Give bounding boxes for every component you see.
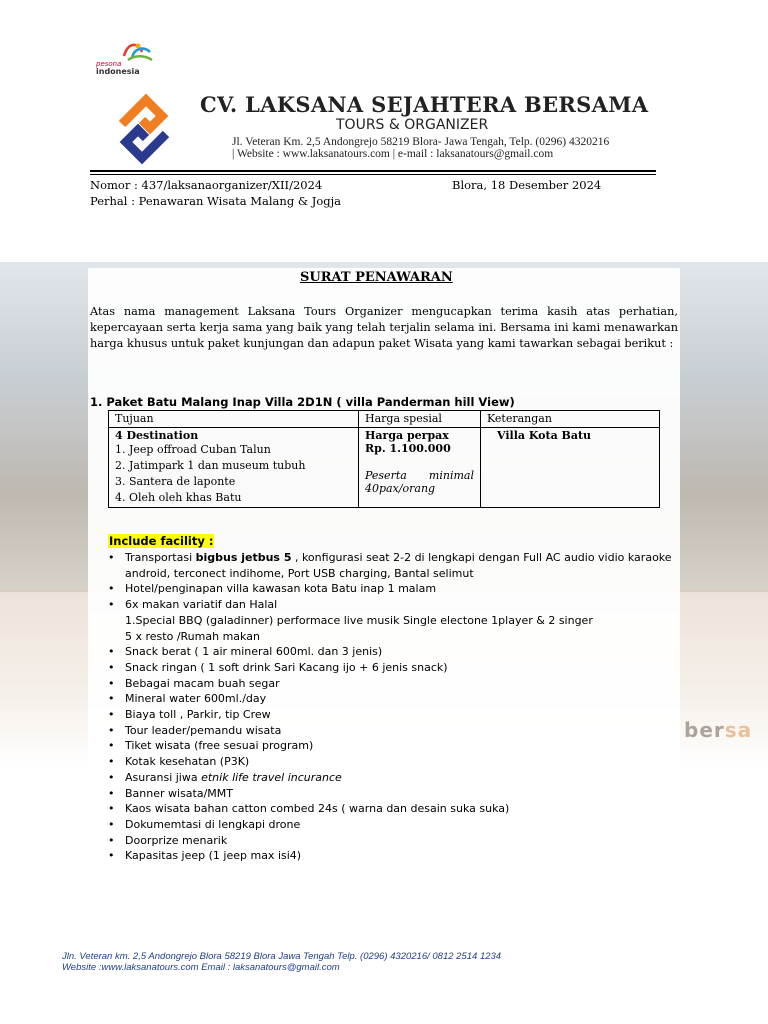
list-item: • Tour leader/pemandu wisata <box>108 723 282 737</box>
include-title: Include facility : <box>109 534 214 548</box>
bullet-icon: • <box>108 723 115 737</box>
bullet-icon: • <box>108 817 115 831</box>
price-cell <box>359 428 481 508</box>
header-rule-thin <box>90 174 656 175</box>
header-rule <box>90 170 656 172</box>
letter-title: SURAT PENAWARAN <box>300 270 453 285</box>
col-tujuan: Tujuan <box>109 411 359 428</box>
destination-list <box>115 442 352 506</box>
package-title: 1. Paket Batu Malang Inap Villa 2D1N ( villa Panderman hill View) <box>90 395 515 409</box>
laksana-logo-icon <box>108 90 184 170</box>
bullet-icon: • <box>108 676 115 690</box>
bullet-icon: • <box>108 598 115 612</box>
letter-subject: Perhal : Penawaran Wisata Malang & Jogja <box>90 194 342 208</box>
list-item: • Hotel/penginapan villa kawasan kota Batu inap 1 malam <box>108 582 437 596</box>
bullet-icon: • <box>108 770 115 784</box>
facility-list <box>108 550 683 864</box>
bullet-icon: • <box>108 660 115 674</box>
letter-date: Blora, 18 Desember 2024 <box>452 178 602 192</box>
company-subtitle: TOURS & ORGANIZER <box>336 117 489 133</box>
letter-number: Nomor : 437/laksanaorganizer/XII/2024 <box>90 178 323 192</box>
company-web: | Website : www.laksanatours.com | e-mail : laksanatours@gmail.com <box>232 148 554 160</box>
pesona-swirl-icon <box>118 40 158 62</box>
list-item: 3. Santera de laponte <box>115 475 236 488</box>
bullet-icon: • <box>108 786 115 800</box>
list-item: • Biaya toll , Parkir, tip Crew <box>108 708 271 722</box>
pesona-indonesia-logo <box>96 40 156 76</box>
footer-web: Website :www.laksanatours.com Email : laksanatours@gmail.com <box>62 962 340 973</box>
list-item: 2. Jatimpark 1 dan museum tubuh <box>115 459 306 472</box>
indonesia-text: indonesia <box>96 67 140 76</box>
bullet-icon: • <box>108 692 115 706</box>
bullet-icon: • <box>108 645 115 659</box>
table-row <box>109 428 660 508</box>
list-item: • Snack ringan ( 1 soft drink Sari Kacang ijo + 6 jenis snack) <box>108 660 448 674</box>
list-item: • Mineral water 600ml./day <box>108 692 267 706</box>
bullet-icon: • <box>108 582 115 596</box>
table-header-row <box>109 411 660 428</box>
bullet-icon: • <box>108 802 115 816</box>
list-item: • 6x makan variatif dan Halal 1.Special BBQ (galadinner) performace live musik Single electone 1player & 2 singer 5 x resto /Rumah makan <box>108 598 593 643</box>
footer-address: Jln. Veteran km. 2,5 Andongrejo Blora 58219 Blora Jawa Tengah Telp. (0296) 4320216/ 0812 2514 1234 <box>62 951 502 962</box>
bullet-icon: • <box>108 739 115 753</box>
pesona-text: pesona <box>96 60 122 68</box>
company-address: Jl. Veteran Km. 2,5 Andongrejo 58219 Blora- Jawa Tengah, Telp. (0296) 4320216 <box>232 136 610 148</box>
list-item: • Dokumemtasi di lengkapi drone <box>108 817 301 831</box>
company-name: CV. LAKSANA SEJAHTERA BERSAMA <box>200 92 649 117</box>
watermark: bersa <box>684 718 753 742</box>
list-item: • Kapasitas jeep (1 jeep max isi4) <box>108 849 302 863</box>
intro-paragraph: Atas nama management Laksana Tours Organizer mengucapkan terima kasih atas perhatian, kepercayaan serta kerja sama yang baik yang telah terjalin selama ini. Bersama ini kami menawarkan harga khusus untuk paket kunjungan dan adapun paket Wisata yang kami tawarkan sebagai berikut : <box>90 305 678 350</box>
bullet-icon: • <box>108 849 115 863</box>
list-item: • Snack berat ( 1 air mineral 600ml. dan 3 jenis) <box>108 645 383 659</box>
bullet-icon: • <box>108 708 115 722</box>
list-item: • Bebagai macam buah segar <box>108 676 280 690</box>
keterangan-cell <box>481 428 660 508</box>
list-item: • Transportasi bigbus jetbus 5 , konfigurasi seat 2-2 di lengkapi dengan Full AC audio vidio karaoke android, terconect indihome, Port USB charging, Bantal selimut <box>108 551 672 580</box>
bullet-icon: • <box>108 551 115 564</box>
list-item: • Doorprize menarik <box>108 833 228 847</box>
bullet-icon: • <box>108 833 115 847</box>
price-label: Harga perpax <box>365 429 449 442</box>
col-harga: Harga spesial <box>359 411 481 428</box>
destination-cell <box>109 428 359 508</box>
list-item: 4. Oleh oleh khas Batu <box>115 491 242 504</box>
bullet-icon: • <box>108 755 115 769</box>
list-item: • Kaos wisata bahan catton combed 24s ( warna dan desain suka suka) <box>108 802 510 816</box>
list-item: • Banner wisata/MMT <box>108 786 234 800</box>
list-item: • Kotak kesehatan (P3K) <box>108 755 250 769</box>
list-item: • Tiket wisata (free sesuai program) <box>108 739 314 753</box>
package-table <box>108 410 660 508</box>
list-item: 1. Jeep offroad Cuban Talun <box>115 443 271 456</box>
list-item: • Asuransi jiwa etnik life travel incurance <box>108 770 342 784</box>
price-note: Peserta minimal 40pax/orang <box>365 469 474 495</box>
price-value: Rp. 1.100.000 <box>365 442 451 455</box>
keterangan-value: Villa Kota Batu <box>497 429 592 442</box>
col-keterangan: Keterangan <box>481 411 660 428</box>
destination-title: 4 Destination <box>115 429 199 442</box>
